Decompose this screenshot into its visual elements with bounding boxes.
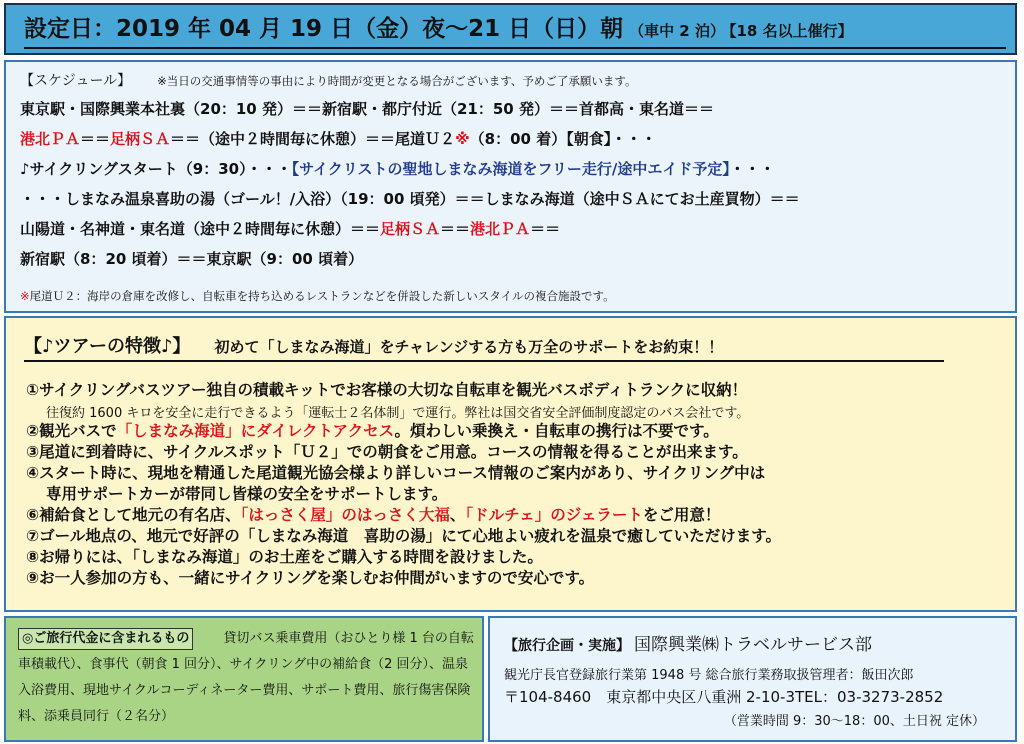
date-header-text: [24, 13, 1006, 49]
feature-item-6: [26, 505, 720, 525]
min-participants: 【18 名以上催行】: [728, 22, 853, 40]
schedule-footnote: [20, 288, 615, 304]
feature-item-7: ⑦ゴール地点の、地元で好評の「しまなみ海道 喜助の湯」にて心地よい疲れを温泉で癒していただけます。: [26, 527, 781, 545]
schedule-text: （8：00 着）【朝食】・・・: [469, 130, 657, 148]
feature-item-2: [26, 421, 719, 441]
schedule-title: 【スケジュール】: [20, 73, 132, 89]
included-tag: ◎ご旅行代金に含まれるもの: [18, 628, 193, 650]
feature-text: をご用意！: [642, 506, 721, 524]
overnight-note: （車中 2 泊）: [629, 22, 725, 40]
schedule-title-row: [20, 70, 636, 90]
schedule-text: ＝＝（途中２時間毎に休憩）＝＝尾道Ｕ２: [170, 130, 456, 148]
connector: ＝＝: [530, 220, 561, 238]
registration-info: 観光庁長官登録旅行業第 1948 号 総合旅行業務取扱管理者：飯田次郎: [504, 668, 914, 683]
kohoku-pa: 港北ＰＡ: [20, 130, 81, 148]
feature-highlight: 「しまなみ海道」にダイレクトアクセス: [116, 422, 395, 440]
feature-text: 、: [449, 506, 466, 524]
included-list: 貸切バス乗車費用（おひとり様 1 台の自転車積載代）、食事代（朝食 1 回分）、サイクリング中の補給食（2 回分）、温泉入浴費用、現地サイクルコーディネーター費用、サポート費用、旅行傷害保険料、添乗員同行（２名分）: [18, 631, 474, 724]
features-heading: [24, 332, 944, 362]
feature-item-4-cont: 専用サポートカーが帯同し皆様の安全をサポートします。: [46, 485, 448, 503]
included-section: [4, 616, 484, 742]
feature-item-1-detail: 往復約 1600 キロを安全に走行できるよう「運転士２名体制」で運行。弊社は国交省安全評価制度認定のバス会社です。: [46, 406, 750, 421]
schedule-line-4: ・・・しまなみ温泉喜助の湯（ゴール！/入浴）（19：00 頃発）＝＝しまなみ海道（途中ＳＡにてお土産買物）＝＝: [20, 190, 800, 208]
feature-item-1: ①サイクリングバスツアー独自の積載キットでお客様の大切な自転車を観光バスボディトランクに収納！: [26, 381, 748, 399]
organizer-heading: [504, 630, 872, 655]
feature-text: ⑥補給食として地元の有名店、: [26, 506, 241, 524]
organizer-label: 【旅行企画・実施】: [504, 638, 630, 654]
features-section: [4, 316, 1017, 612]
connector: ＝＝: [440, 220, 471, 238]
schedule-text: ・・・: [729, 160, 775, 178]
feature-text: 。煩わしい乗換え・自転車の携行は不要です。: [394, 422, 719, 440]
business-hours: （営業時間 9：30～18：00、土日祝 定休）: [723, 714, 985, 729]
schedule-text: 山陽道・名神道・東名道（途中２時間毎に休憩）＝＝: [20, 220, 381, 238]
note-mark: ※: [20, 289, 30, 303]
feature-item-9: ⑨お一人参加の方も、一緒にサイクリングを楽しむお仲間がいますので安心です。: [26, 569, 595, 587]
included-text-block: [18, 626, 480, 730]
connector: ＝＝: [80, 130, 111, 148]
free-ride-note: 【サイクリストの聖地しまなみ海道をフリー走行/途中エイド予定】: [291, 160, 730, 178]
company-name: 国際興業㈱トラベルサービス部: [634, 635, 872, 655]
date-header: [4, 3, 1017, 55]
address-phone: 〒104-8460 東京都中央区八重洲 2-10-3TEL：03-3273-2852: [504, 688, 944, 706]
feature-highlight: 「ドルチェ」のジェラート: [465, 506, 643, 524]
features-title: 【♪ツアーの特徴♪】: [24, 336, 191, 357]
schedule-note: ※当日の交通事情等の事由により時間が変更となる場合がございます、予めご了承願います。: [157, 74, 637, 88]
schedule-section: [4, 60, 1017, 313]
kohoku-pa: 港北ＰＡ: [470, 220, 531, 238]
feature-item-8: ⑧お帰りには、「しまなみ海道」のお土産をご購入する時間を設けました。: [26, 548, 543, 566]
feature-item-3: ③尾道に到着時に、サイクルスポット「Ｕ２」での朝食をご用意。コースの情報を得ることが出来ます。: [26, 443, 748, 461]
feature-highlight: 「はっさく屋」のはっさく大福: [240, 506, 450, 524]
feature-text: ②観光バスで: [26, 422, 117, 440]
tour-dates: 設定日：2019 年 04 月 19 日（金）夜～21 日（日）朝: [24, 16, 624, 42]
schedule-line-2: [20, 128, 656, 149]
cycling-start: ♪サイクリングスタート（9：30）・・・: [20, 160, 292, 178]
organizer-section: [488, 616, 1017, 742]
features-subtitle: 初めて「しまなみ海道」をチャレンジする方も万全のサポートをお約束！！: [214, 338, 724, 356]
feature-item-4: ④スタート時に、現地を精通した尾道観光協会様より詳しいコース情報のご案内があり、サイクリング中は: [26, 464, 766, 482]
footnote-text: 尾道Ｕ２：海岸の倉庫を改修し、自転車を持ち込めるレストランなどを併設した新しいスタイルの複合施設です。: [29, 289, 615, 303]
schedule-line-3: [20, 158, 775, 179]
schedule-line-5: [20, 218, 560, 239]
ashigara-sa: 足柄ＳＡ: [110, 130, 171, 148]
schedule-line-1: 東京駅・国際興業本社裏（20：10 発）＝＝新宿駅・都庁付近（21：50 発）＝＝首都高・東名道＝＝: [20, 100, 714, 118]
schedule-line-6: 新宿駅（8：20 頃着）＝＝東京駅（9：00 頃着）: [20, 250, 364, 268]
ashigara-sa: 足柄ＳＡ: [380, 220, 441, 238]
note-mark: ※: [455, 130, 470, 148]
